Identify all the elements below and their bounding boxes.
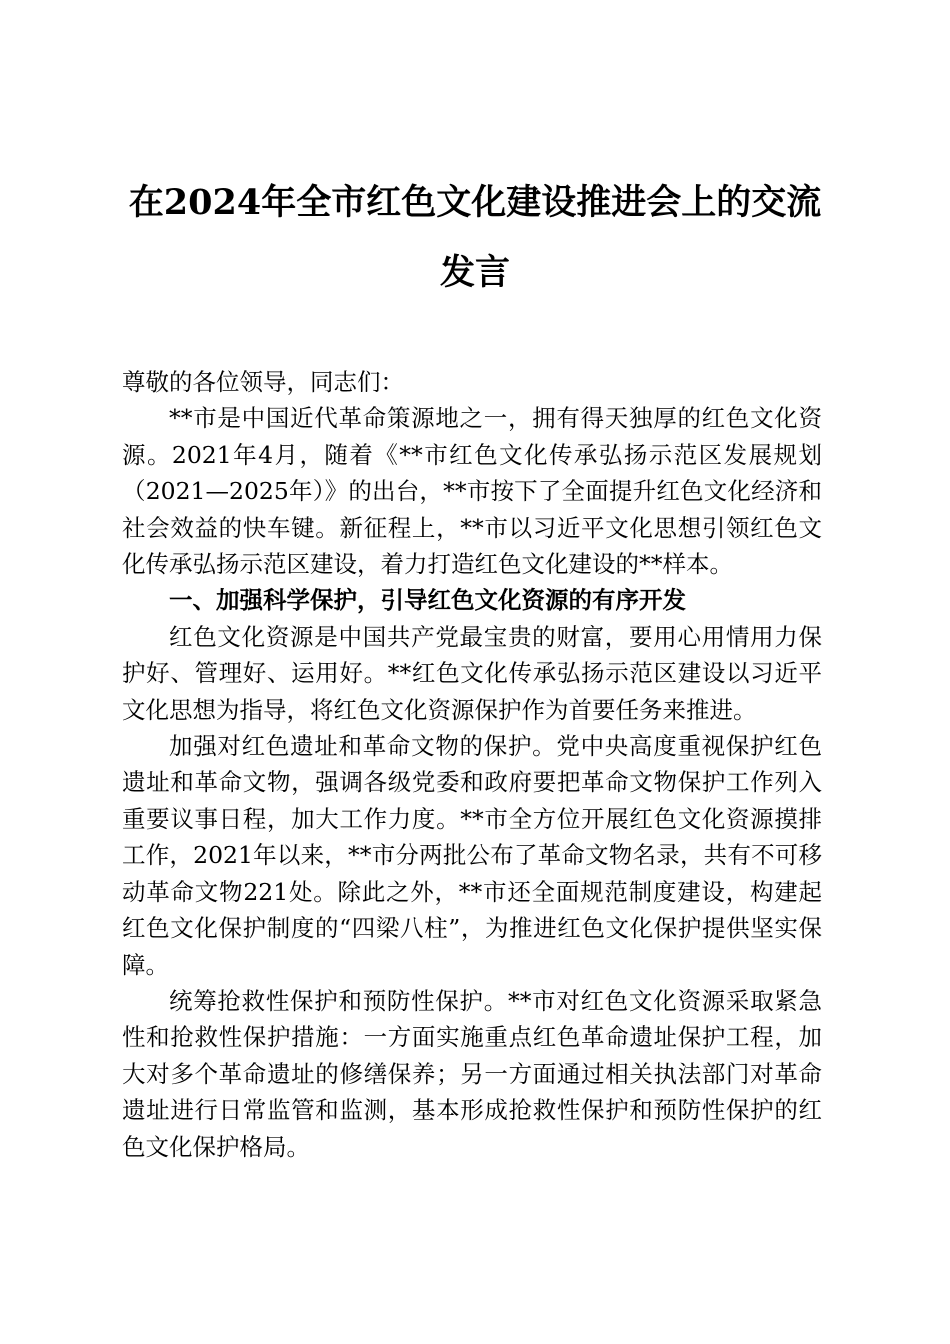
document-body	[122, 364, 822, 1165]
paragraph-section-1-intro: 红色文化资源是中国共产党最宝贵的财富，要用心用情用力保护好、管理好、运用好。**红色文化传承弘扬示范区建设以习近平文化思想为指导，将红色文化资源保护作为首要任务来推进。	[122, 622, 822, 724]
paragraph-intro: **市是中国近代革命策源地之一，拥有得天独厚的红色文化资源。2021年4月，随着《**市红色文化传承弘扬示范区发展规划（2021—2025年）》的出台，**市按下了全面提升红色文化经济和社会效益的快车键。新征程上，**市以习近平文化思想引领红色文化传承弘扬示范区建设，着力打造红色文化建设的**样本。	[122, 404, 822, 579]
section-heading-1: 一、加强科学保护，引导红色文化资源的有序开发	[169, 586, 686, 615]
salutation: 尊敬的各位领导，同志们：	[122, 368, 404, 396]
paragraph-rescue-protection: 统筹抢救性保护和预防性保护。**市对红色文化资源采取紧急性和抢救性保护措施：一方面实施重点红色革命遗址保护工程，加大对多个革命遗址的修缮保养；另一方面通过相关执法部门对革命遗址进行日常监管和监测，基本形成抢救性保护和预防性保护的红色文化保护格局。	[122, 986, 822, 1161]
document-title	[110, 168, 840, 308]
title-line-1: 在2024年全市红色文化建设推进会上的交流	[128, 182, 822, 223]
title-line-2: 发言	[439, 252, 510, 293]
paragraph-site-protection: 加强对红色遗址和革命文物的保护。党中央高度重视保护红色遗址和革命文物，强调各级党委和政府要把革命文物保护工作列入重要议事日程，加大工作力度。**市全方位开展红色文化资源摸排工作，2021年以来，**市分两批公布了革命文物名录，共有不可移动革命文物221处。除此之外，**市还全面规范制度建设，构建起红色文化保护制度的“四梁八柱”，为推进红色文化保护提供坚实保障。	[122, 732, 822, 979]
